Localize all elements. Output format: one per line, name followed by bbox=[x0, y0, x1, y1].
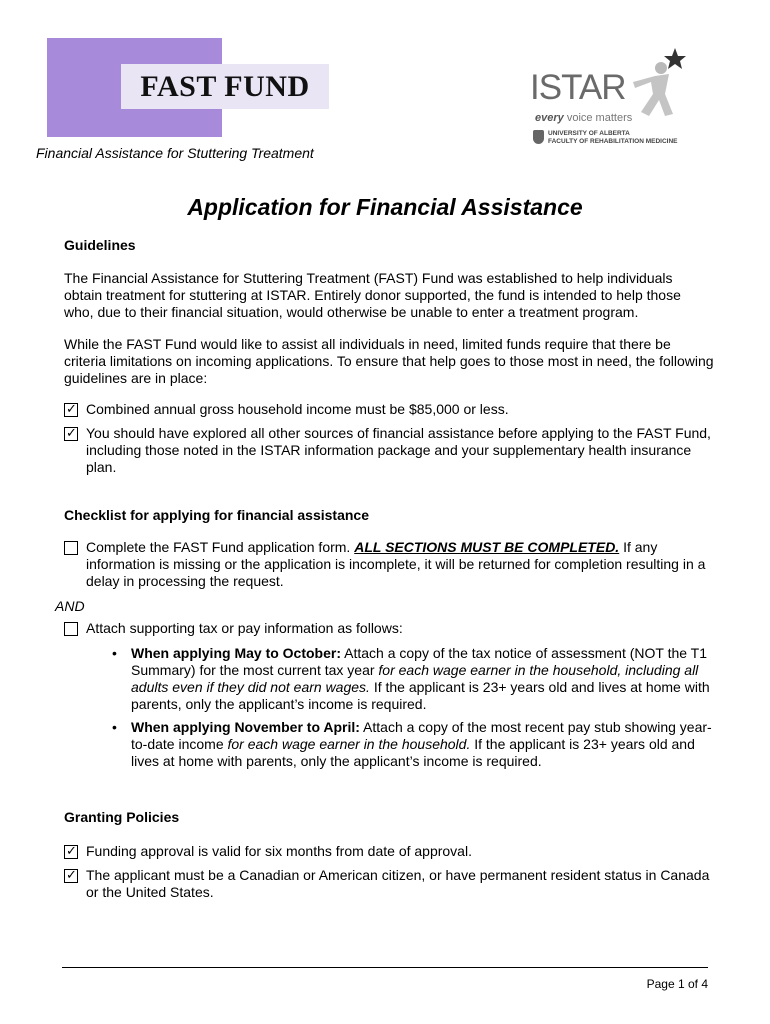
university-name: UNIVERSITY OF ALBERTA FACULTY OF REHABILITATION MEDICINE bbox=[548, 130, 678, 145]
footer-divider bbox=[62, 967, 708, 968]
guidelines-para-1: The Financial Assistance for Stuttering Treatment (FAST) Fund was established to help individuals obtain treatment for stuttering at ISTAR. Entirely donor supported, the fund is intended to help those who, due to their financial situation, would otherwise be unable to enter a treatment program. bbox=[64, 270, 681, 320]
istar-logo bbox=[530, 44, 690, 154]
checked-box-icon bbox=[64, 869, 78, 883]
empty-checkbox-icon bbox=[64, 622, 78, 636]
page-number: Page 1 of 4 bbox=[646, 977, 708, 991]
university-crest-icon bbox=[533, 130, 544, 144]
istar-wordmark: ISTAR bbox=[530, 68, 626, 107]
document-page: FAST FUND Financial Assistance for Stuttering Treatment ISTAR every voice matters UNIVERSITY OF ALBERTA FACULTY OF REHABILITATION MEDICINE Application for Financial Assistance Guidelines The Financial Assistance for Stuttering Treatment (FAST) Fund was established to help individuals obtain treatment for stuttering at ISTAR. Entirely donor supported, the fund is intended to help those who, due to their financial situation, would otherwise be unable to enter a treatment program. While the FAST Fund would like to assist all individuals in need, limited funds require that there be criteria limitations on incoming applications. To ensure that help goes to those most in need, the following guidelines are in place: ✓ Combined annual gross household income must be $85,000 or less. ✓ You should have explored all other sources of financial assistance before applying to the FAST Fund, including those noted in the ISTAR information package and your supplementary health insurance plan. Checklist for applying for financial assistance Complete the FAST Fund application form. ALL SECTIONS MUST BE COMPLETED. If any information is missing or the application is incomplete, it will be returned for completion resulting in a delay in processing the request. AND Attach supporting tax or pay information as follows: • When applying May to October: Attach a copy of the tax notice of assessment (NOT the T1 Summary) for the most current tax year for each wage earner in the household, including all adults even if they did not earn wages. If the applicant is 23+ years old and lives at home with parents, only the applicant’s income is required. • When applying November to April: Attach a copy of the most recent pay stub showing year-to-date income for each wage earner in the household. If the applicant is 23+ years old and lives at home with parents, only the applicant’s income is required. Granting Policies ✓ Funding approval is valid for six months from date of approval. ✓ The applicant must be a Canadian or American citizen, or have permanent resident status in Canada or the United States. Page 1 of 4 bbox=[0, 0, 770, 1024]
star-figure-icon bbox=[625, 44, 689, 124]
empty-checkbox-icon bbox=[64, 541, 78, 555]
page-title: Application for Financial Assistance bbox=[187, 194, 583, 220]
granting-heading: Granting Policies bbox=[64, 809, 180, 825]
guidelines-heading: Guidelines bbox=[64, 237, 136, 253]
and-label: AND bbox=[55, 598, 85, 614]
fast-subtitle: Financial Assistance for Stuttering Treatment bbox=[36, 145, 314, 161]
bullet-icon: • bbox=[112, 719, 117, 735]
guidelines-para-2: While the FAST Fund would like to assist all individuals in need, limited funds require that there be criteria limitations on incoming applications. To ensure that help goes to those most in need, the following guidelines are in place: bbox=[64, 336, 714, 386]
fast-fund-logo: FAST FUND bbox=[121, 64, 329, 109]
checked-box-icon bbox=[64, 845, 78, 859]
checked-box-icon bbox=[64, 427, 78, 441]
checklist-heading: Checklist for applying for financial assistance bbox=[64, 507, 369, 523]
checked-box-icon bbox=[64, 403, 78, 417]
bullet-icon: • bbox=[112, 645, 117, 661]
istar-tagline: every voice matters bbox=[535, 112, 633, 124]
